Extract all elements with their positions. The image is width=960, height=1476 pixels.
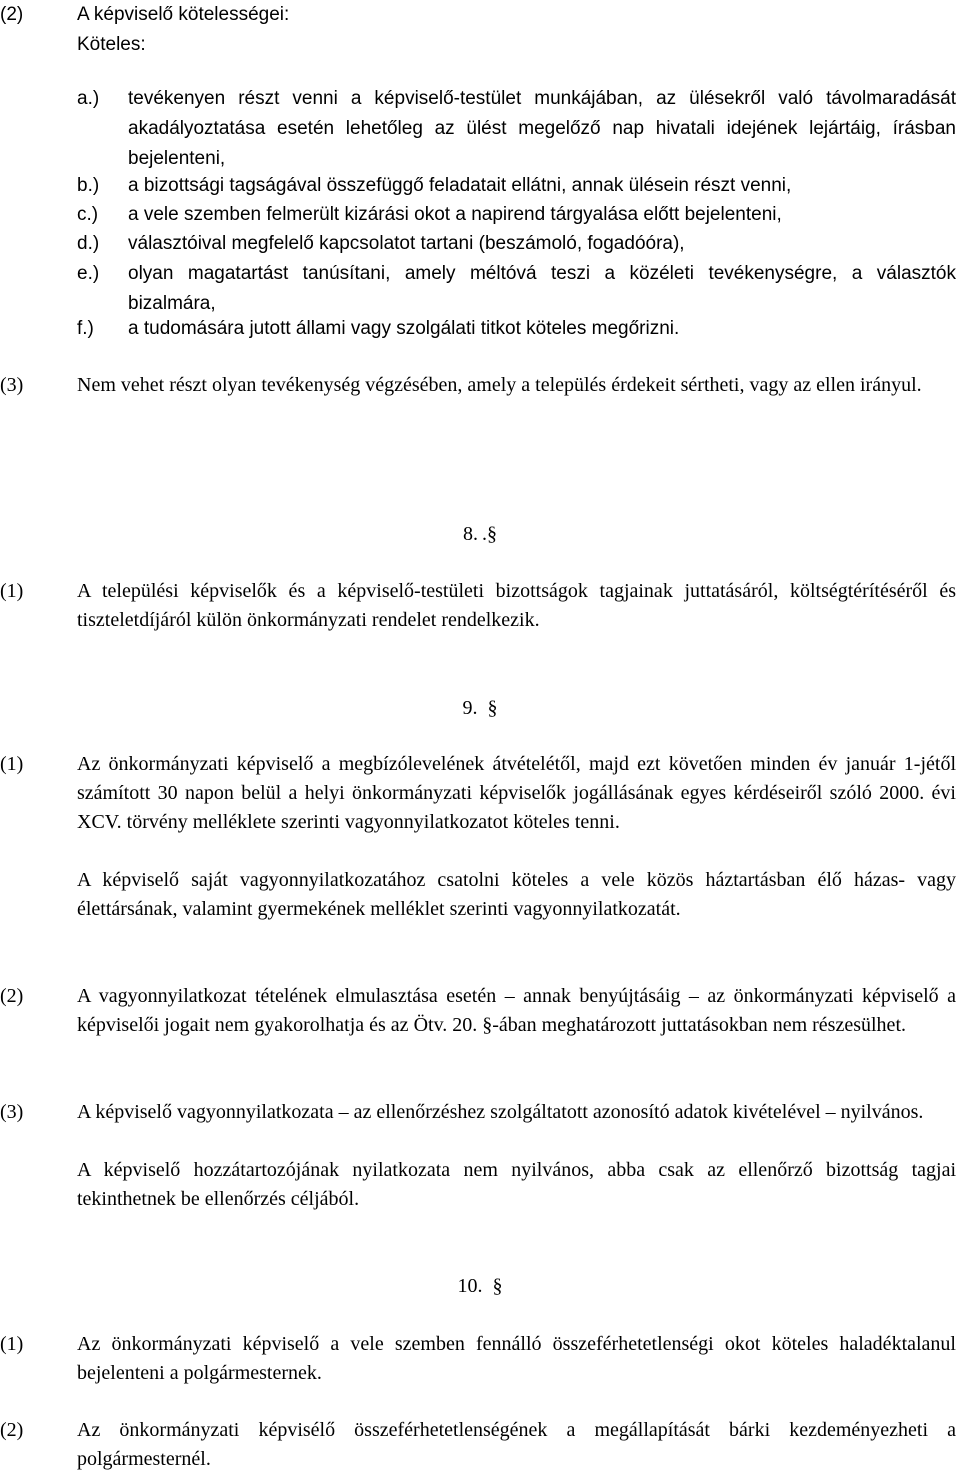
list-item-text: tevékenyen részt venni a képviselő-testület munkájában, az ülésekről való távolmaradását akadályoztatása esetén lehetőleg az ülést megelőző nap hivatali idejének lejártáig, írásban bejelenteni,	[128, 88, 956, 169]
section-number: 9.	[462, 697, 478, 719]
section-mark: §	[487, 697, 498, 719]
paragraph-text-continued: A képviselő saját vagyonnyilatkozatához csatolni köteles a vele közös háztartásban élő házas- vagy élettársának, valamint gyermekének melléklet szerinti vagyonnyilatkozatát.	[77, 869, 956, 920]
paragraph-text: Nem vehet részt olyan tevékenység végzésében, amely a település érdekeit sértheti, vagy az ellen irányul.	[77, 374, 922, 396]
paragraph-title: A képviselő kötelességei:	[77, 4, 290, 25]
paragraph-text: Az önkormányzati képviselő a megbízólevelének átvételétől, majd ezt követően minden év január 1-jétől számított 30 napon belül a helyi önkormányzati képviselők jogállásának egyes kérdéseiről szóló 2000. évi XCV. törvény melléklete szerinti vagyonnyilatkozatot köteles tenni.	[77, 753, 956, 833]
list-item-text: a vele szemben felmerült kizárási okot a napirend tárgyalása előtt bejelenteni,	[128, 204, 782, 225]
list-item	[0, 200, 960, 230]
paragraph-number: (1)	[0, 753, 24, 775]
paragraph-text: A települési képviselők és a képviselő-testületi bizottságok tagjainak juttatásáról, költségtérítéséről és tiszteletdíjáról külön önkormányzati rendelet rendelkezik.	[77, 580, 956, 631]
list-item-text: a tudomására jutott állami vagy szolgálati titkot köteles megőrizni.	[128, 318, 680, 339]
list-item	[0, 229, 960, 259]
section-heading-10	[0, 1272, 960, 1301]
list-item	[0, 314, 960, 344]
paragraph-number: (3)	[0, 1101, 24, 1123]
paragraph-text: A vagyonnyilatkozat tételének elmulasztása esetén – annak benyújtásáig – az önkormányzati képviselő a képviselői jogait nem gyakorolhatja és az Ötv. 20. §-ában meghatározott juttatásokban nem részesülhet.	[77, 985, 956, 1036]
list-item-text: olyan magatartást tanúsítani, amely méltóvá teszi a közéleti tevékenységre, a választók bizalmára,	[128, 263, 956, 314]
paragraph-number: (1)	[0, 580, 24, 602]
list-item-label: b.)	[77, 175, 100, 196]
list-item-label: f.)	[77, 318, 94, 339]
section-heading-9	[0, 694, 960, 723]
paragraph-10-1	[0, 1330, 960, 1390]
paragraph-8-1	[0, 577, 960, 637]
paragraph-7-3	[0, 371, 960, 431]
paragraph-10-2	[0, 1416, 960, 1476]
paragraph-9-2	[0, 982, 960, 1072]
section-mark: .§	[482, 523, 497, 545]
list-item-label: e.)	[77, 263, 100, 284]
section-number: 10.	[457, 1275, 483, 1297]
list-item-text: a bizottsági tagságával összefüggő feladatait ellátni, annak ülésein részt venni,	[128, 175, 792, 196]
paragraph-9-1	[0, 750, 960, 950]
paragraph-subtitle: Köteles:	[77, 34, 146, 55]
list-item-text: választóival megfelelő kapcsolatot tartani (beszámoló, fogadóóra),	[128, 233, 685, 254]
list-item	[0, 84, 960, 174]
paragraph-text: Az önkormányzati képvisélő összeférhetetlenségének a megállapítását bárki kezdeményezheti a polgármesternél.	[77, 1419, 956, 1470]
paragraph-number: (1)	[0, 1333, 24, 1355]
list-item	[0, 171, 960, 201]
section-mark: §	[492, 1275, 503, 1297]
section-number: 8.	[463, 523, 478, 545]
paragraph-number: (2)	[0, 4, 24, 25]
section-heading-8	[0, 520, 960, 549]
paragraph-number: (2)	[0, 1419, 24, 1441]
paragraph-9-3	[0, 1098, 960, 1228]
paragraph-text: Az önkormányzati képviselő a vele szemben fennálló összeférhetetlenségi okot köteles haladéktalanul bejelenteni a polgármesternek.	[77, 1333, 956, 1384]
paragraph-text: A képviselő vagyonnyilatkozata – az ellenőrzéshez szolgáltatott azonosító adatok kivételével – nyilvános.	[77, 1101, 924, 1123]
list-item-label: c.)	[77, 204, 99, 225]
paragraph-text-continued: A képviselő hozzátartozójának nyilatkozata nem nyilvános, abba csak az ellenőrző bizottság tagjai tekinthetnek be ellenőrzés céljából.	[77, 1159, 956, 1210]
paragraph-number: (3)	[0, 374, 24, 396]
list-item	[0, 259, 960, 319]
list-item-label: d.)	[77, 233, 100, 254]
paragraph-number: (2)	[0, 985, 24, 1007]
list-item-label: a.)	[77, 88, 100, 109]
